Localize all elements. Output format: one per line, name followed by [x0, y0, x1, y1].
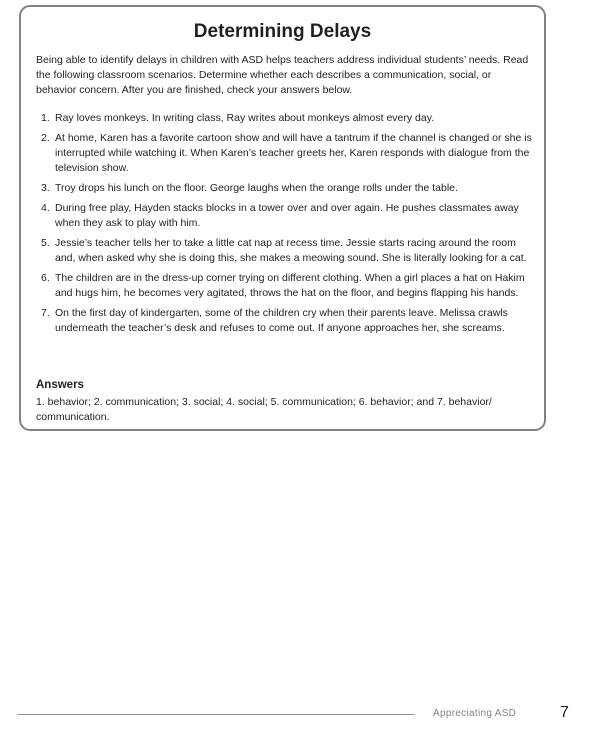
scenario-text: Ray loves monkeys. In writing class, Ray writes about monkeys almost every day.	[55, 112, 435, 124]
scenario-item	[36, 201, 536, 231]
scenario-list	[36, 111, 536, 341]
scenario-item	[36, 181, 536, 196]
scenario-number: 7.	[41, 307, 50, 319]
scenario-text: On the first day of kindergarten, some of the children cry when their parents leave. Melissa crawls underneath the teacher’s desk and refuses to come out. If anyone approaches her, she screams.	[55, 307, 508, 334]
scenario-item	[36, 131, 536, 176]
scenario-number: 4.	[41, 202, 50, 214]
scenario-text: During free play, Hayden stacks blocks in a tower over and over again. He pushes classmates away when they ask to play with him.	[55, 202, 519, 229]
scenario-item	[36, 271, 536, 301]
scenario-item	[36, 111, 536, 126]
footer-divider	[17, 714, 415, 715]
answers-heading: Answers	[36, 379, 84, 391]
scenario-number: 6.	[41, 272, 50, 284]
scenario-number: 1.	[41, 112, 50, 124]
activity-intro: Being able to identify delays in children with ASD helps teachers address individual students’ needs. Read the following classroom scenarios. Determine whether each describes a communication, social, or behavior concern. After you are finished, check your answers below.	[36, 54, 529, 96]
activity-title: Determining Delays	[193, 21, 372, 42]
scenario-text: The children are in the dress-up corner trying on different clothing. When a girl places a hat on Hakim and hugs him, he becomes very agitated, throws the hat on the floor, and begins flapping his hands.	[55, 272, 525, 299]
scenario-text: At home, Karen has a favorite cartoon show and will have a tantrum if the channel is changed or she is interrupted while watching it. When Karen’s teacher greets her, Karen responds with dialogue from the television show.	[55, 132, 532, 174]
scenario-number: 3.	[41, 182, 50, 194]
scenario-item	[36, 236, 536, 266]
answers-text: 1. behavior; 2. communication; 3. social; 4. social; 5. communication; 6. behavior; and 7. behavior/ communication.	[36, 396, 492, 423]
scenario-text: Troy drops his lunch on the floor. George laughs when the orange rolls under the table.	[55, 182, 458, 194]
scenario-item	[36, 306, 536, 336]
footer-book-title: Appreciating ASD	[433, 708, 517, 719]
page-number: 7	[560, 704, 569, 721]
activity-box	[19, 5, 546, 431]
scenario-text: Jessie’s teacher tells her to take a little cat nap at recess time. Jessie starts racing around the room and, when asked why she is doing this, she makes a meowing sound. She is literally looking for a cat.	[55, 237, 527, 264]
scenario-number: 2.	[41, 132, 50, 144]
scenario-number: 5.	[41, 237, 50, 249]
